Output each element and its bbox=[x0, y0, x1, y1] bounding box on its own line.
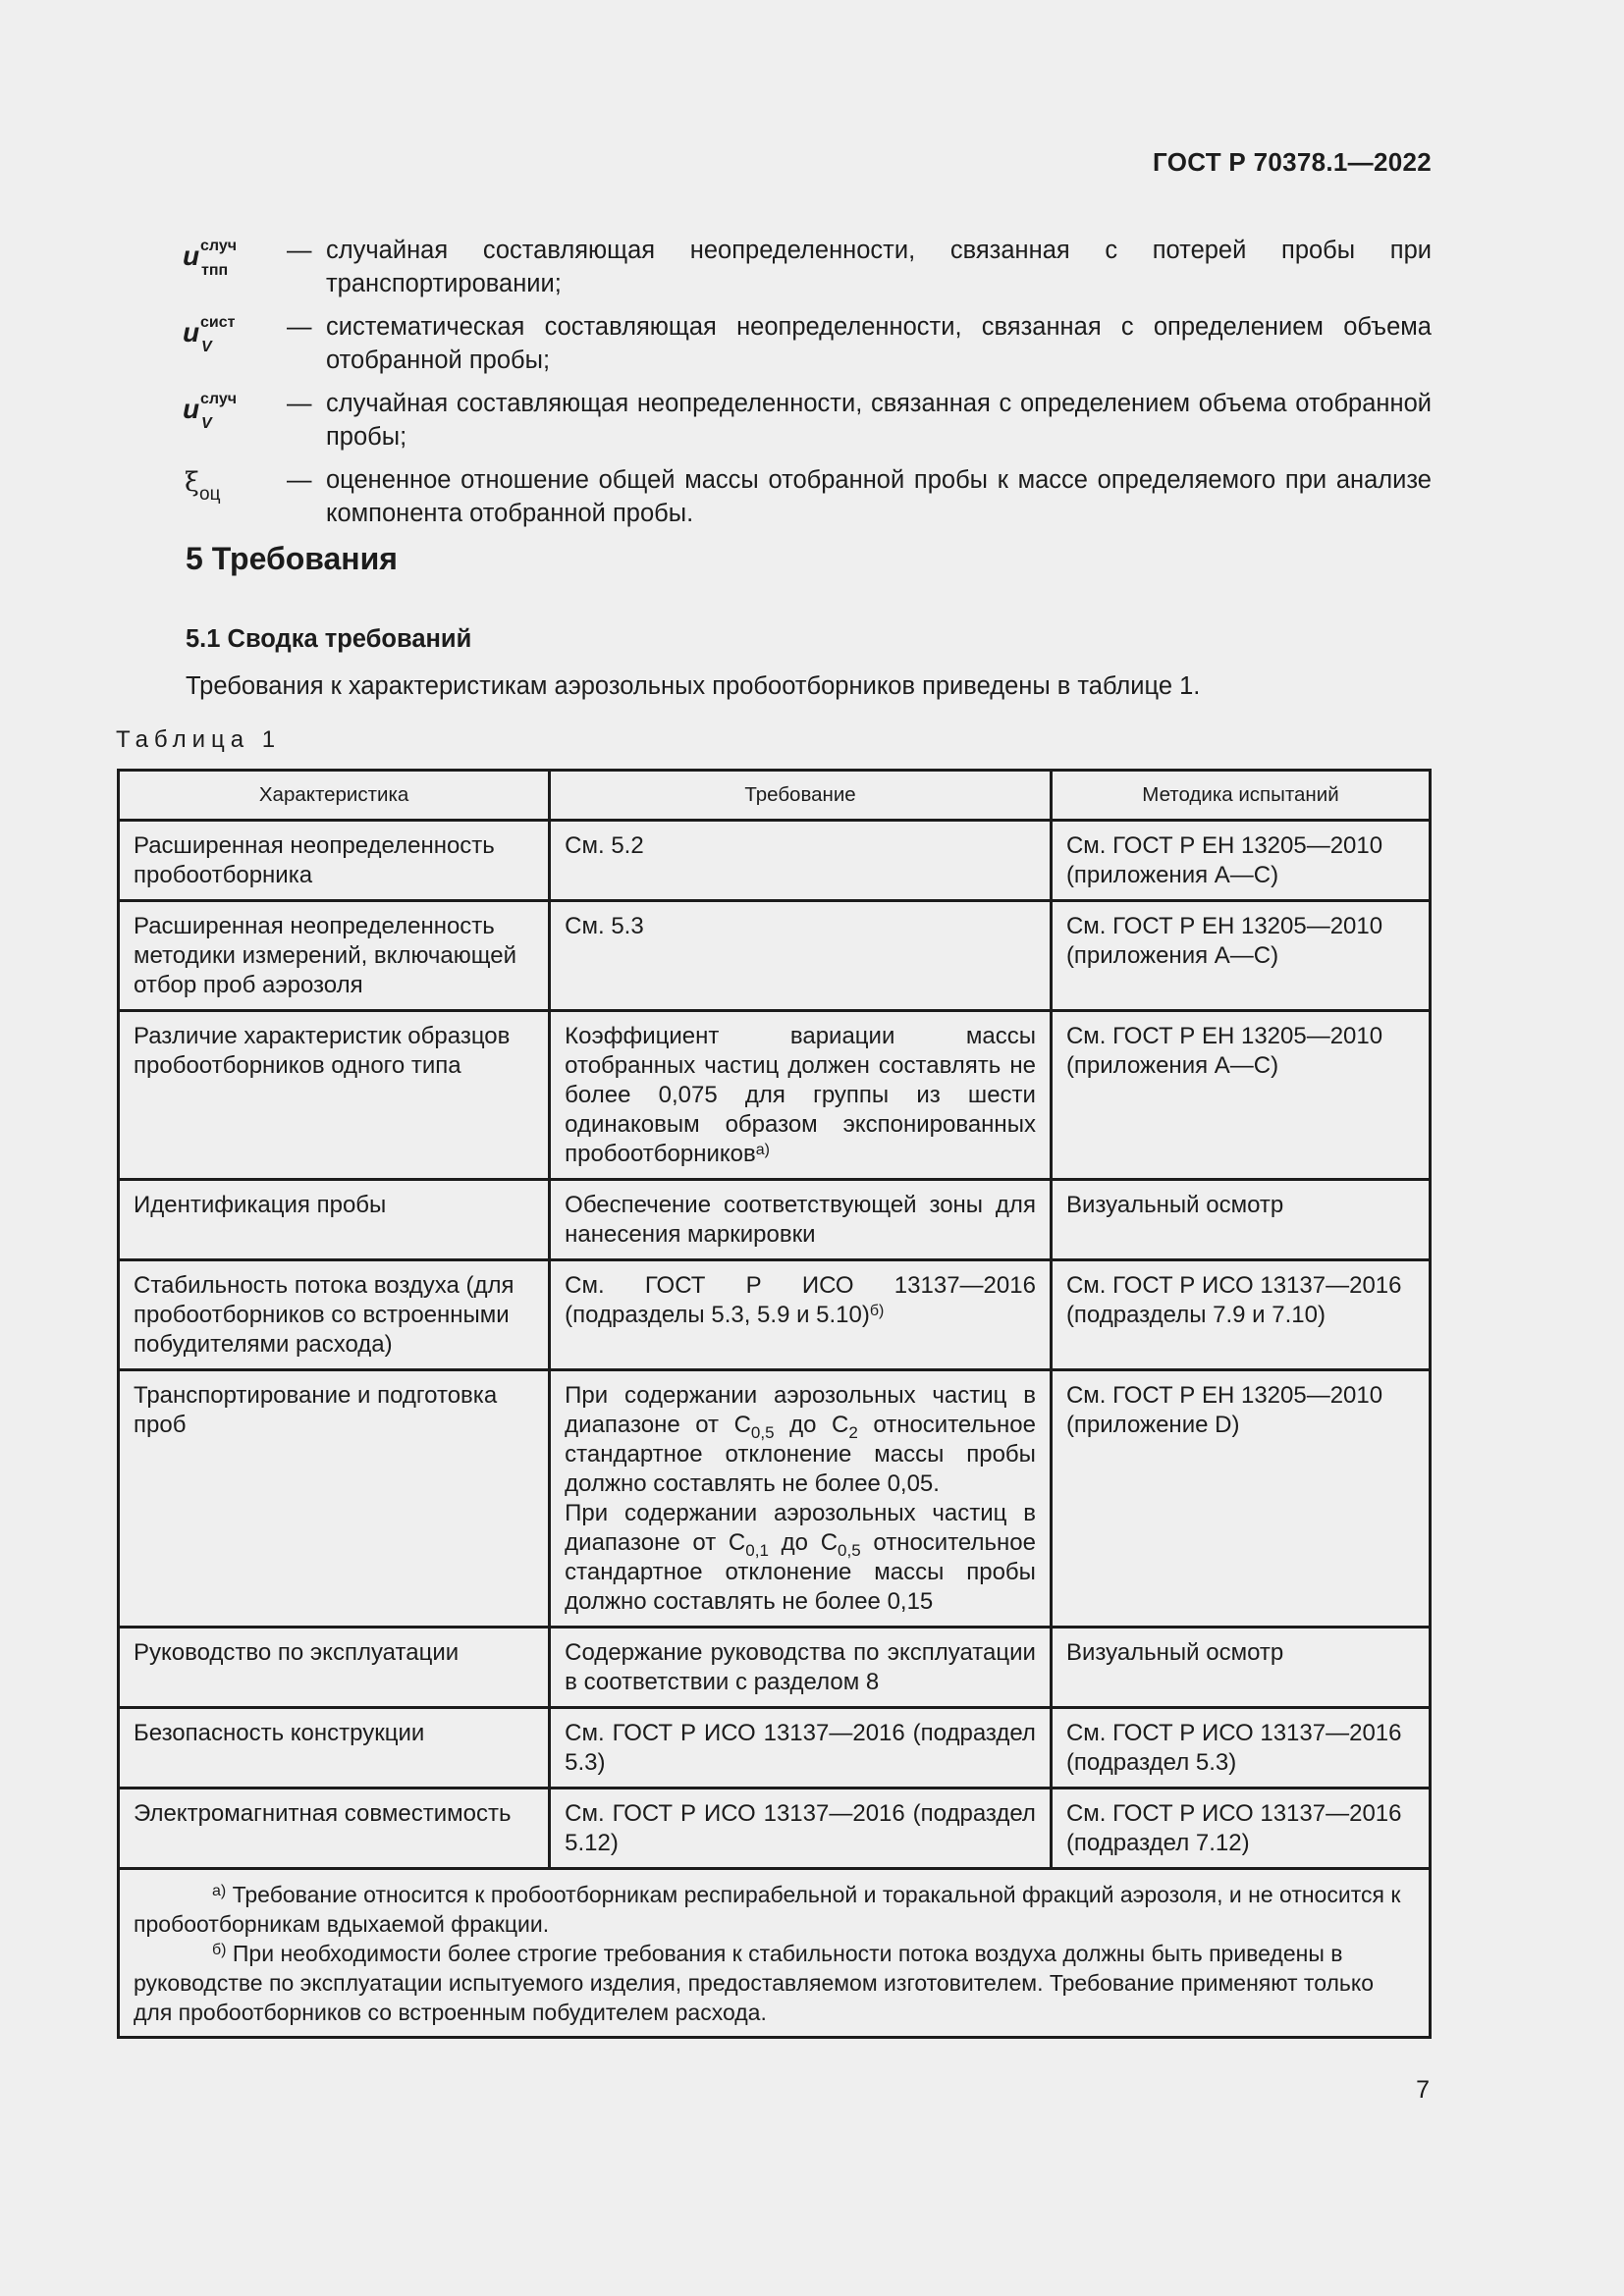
table-row bbox=[119, 1628, 1431, 1708]
definition-item: ξ оц — оцененное отношение общей массы отобранной пробы к массе определяемого при анализе компонента отобранной пробы. bbox=[183, 463, 1432, 530]
footnote: $^{а)}$ Требование относится к пробоотборникам респирабельной и торакальной фракций аэрозоля, и не относится к пробоотборникам вдыхаемой фракции. bbox=[134, 1882, 1401, 1937]
cell-characteristic: Различие характеристик образцов пробоотборников одного типа bbox=[119, 1011, 550, 1180]
table-row bbox=[119, 1789, 1431, 1869]
table-row bbox=[119, 1260, 1431, 1370]
table-notes bbox=[119, 1869, 1431, 2038]
cell-requirement: См. ГОСТ Р ИСО 13137—2016 (подраздел 5.3) bbox=[550, 1708, 1052, 1789]
cell-requirement: При содержании аэрозольных частиц в диапазоне от $C_{0,5}$ до $C_2$ относительное стандартное отклонение массы пробы должно составлять не более 0,05. При содержании аэрозольных частиц в диапазоне от $C_{0,1}$ до $C_{0,5}$ относительное стандартное отклонение массы пробы должно составлять не более 0,15 bbox=[550, 1370, 1052, 1628]
cell-requirement: Обеспечение соответствующей зоны для нанесения маркировки bbox=[550, 1180, 1052, 1260]
footnote-ref: б) bbox=[869, 1303, 885, 1319]
footnote-mark: а) bbox=[212, 1883, 227, 1899]
column-header: Методика испытаний bbox=[1051, 771, 1430, 821]
cell-characteristic: Руководство по эксплуатации bbox=[119, 1628, 550, 1708]
cell-requirement: См. 5.3 bbox=[550, 901, 1052, 1011]
cell-method: См. ГОСТ Р ИСО 13137—2016 (подраздел 5.3) bbox=[1051, 1708, 1430, 1789]
intro-paragraph: Требования к характеристикам аэрозольных пробоотборников приведены в таблице 1. bbox=[186, 672, 1201, 700]
table-notes-row bbox=[119, 1869, 1431, 2038]
symbol-definitions bbox=[183, 234, 1432, 531]
column-header: Характеристика bbox=[119, 771, 550, 821]
cell-requirement: Коэффициент вариации массы отобранных частиц должен составлять не более 0,075 для группы из шести одинаковым образом экспонированных пробоотборников$^{а)}$ bbox=[550, 1011, 1052, 1180]
table-row bbox=[119, 821, 1431, 901]
table-row bbox=[119, 1708, 1431, 1789]
table-caption: Таблица 1 bbox=[116, 726, 282, 753]
symbol: u сист V bbox=[183, 314, 236, 355]
cell-requirement: См. ГОСТ Р ИСО 13137—2016 (подраздел 5.12) bbox=[550, 1789, 1052, 1869]
cell-method: См. ГОСТ Р ЕН 13205—2010 (приложение D) bbox=[1051, 1370, 1430, 1628]
cell-method: См. ГОСТ Р ИСО 13137—2016 (подраздел 7.12) bbox=[1051, 1789, 1430, 1869]
cell-method: Визуальный осмотр bbox=[1051, 1180, 1430, 1260]
cell-characteristic: Расширенная неопределенность методики измерений, включающей отбор проб аэрозоля bbox=[119, 901, 550, 1011]
definition-item: u случ тпп — случайная составляющая неопределенности, связанная с потерей пробы при транспортировании; bbox=[183, 234, 1432, 300]
cell-characteristic: Безопасность конструкции bbox=[119, 1708, 550, 1789]
definition-item: u сист V — систематическая составляющая неопределенности, связанная с определением объема отобранной пробы; bbox=[183, 310, 1432, 377]
cell-method: См. ГОСТ Р ЕН 13205—2010 (приложения А—С) bbox=[1051, 1011, 1430, 1180]
table-header-row bbox=[119, 771, 1431, 821]
cell-requirement: Содержание руководства по эксплуатации в соответствии с разделом 8 bbox=[550, 1628, 1052, 1708]
cell-method: Визуальный осмотр bbox=[1051, 1628, 1430, 1708]
column-header: Требование bbox=[550, 771, 1052, 821]
definition-text: случайная составляющая неопределенности, связанная с потерей пробы при транспортировании; bbox=[326, 237, 1432, 297]
definition-item: u случ V — случайная составляющая неопределенности, связанная с определением объема отобранной пробы; bbox=[183, 387, 1432, 454]
cell-method: См. ГОСТ Р ЕН 13205—2010 (приложения А—С) bbox=[1051, 821, 1430, 901]
definition-text: случайная составляющая неопределенности, связанная с определением объема отобранной пробы; bbox=[326, 390, 1432, 451]
definition-text: систематическая составляющая неопределенности, связанная с определением объема отобранной пробы; bbox=[326, 313, 1432, 374]
symbol: u случ V bbox=[183, 391, 238, 432]
table-row bbox=[119, 1011, 1431, 1180]
cell-characteristic: Идентификация пробы bbox=[119, 1180, 550, 1260]
table-row bbox=[119, 1180, 1431, 1260]
section-heading: 5 Требования bbox=[186, 541, 398, 576]
cell-method: См. ГОСТ Р ЕН 13205—2010 (приложения А—С) bbox=[1051, 901, 1430, 1011]
cell-characteristic: Электромагнитная совместимость bbox=[119, 1789, 550, 1869]
subsection-heading: 5.1 Сводка требований bbox=[186, 625, 472, 653]
cell-requirement: См. 5.2 bbox=[550, 821, 1052, 901]
document-header: ГОСТ Р 70378.1—2022 bbox=[1153, 147, 1432, 177]
symbol: u случ тпп bbox=[183, 238, 238, 279]
footnote: $^{б)}$ При необходимости более строгие требования к стабильности потока воздуха должны быть приведены в руководстве по эксплуатации испытуемого изделия, предоставляемом изготовителем. Требование применяют только для пробоотборников со встроенным побудителем расхода. bbox=[134, 1941, 1374, 2025]
page-number: 7 bbox=[1416, 2076, 1430, 2104]
footnote-ref: а) bbox=[755, 1142, 770, 1158]
cell-characteristic: Транспортирование и подготовка проб bbox=[119, 1370, 550, 1628]
table-row bbox=[119, 901, 1431, 1011]
cell-requirement: См. ГОСТ Р ИСО 13137—2016 (подразделы 5.3, 5.9 и 5.10)$^{б)}$ bbox=[550, 1260, 1052, 1370]
cell-characteristic: Стабильность потока воздуха (для пробоотборников со встроенными побудителями расхода) bbox=[119, 1260, 550, 1370]
footnote-mark: б) bbox=[212, 1942, 227, 1958]
table-row bbox=[119, 1370, 1431, 1628]
cell-characteristic: Расширенная неопределенность пробоотборника bbox=[119, 821, 550, 901]
definition-text: оцененное отношение общей массы отобранной пробы к массе определяемого при анализе компонента отобранной пробы. bbox=[326, 466, 1432, 527]
cell-method: См. ГОСТ Р ИСО 13137—2016 (подразделы 7.9 и 7.10) bbox=[1051, 1260, 1430, 1370]
requirements-table bbox=[117, 769, 1432, 2039]
symbol: ξ оц bbox=[185, 467, 221, 505]
